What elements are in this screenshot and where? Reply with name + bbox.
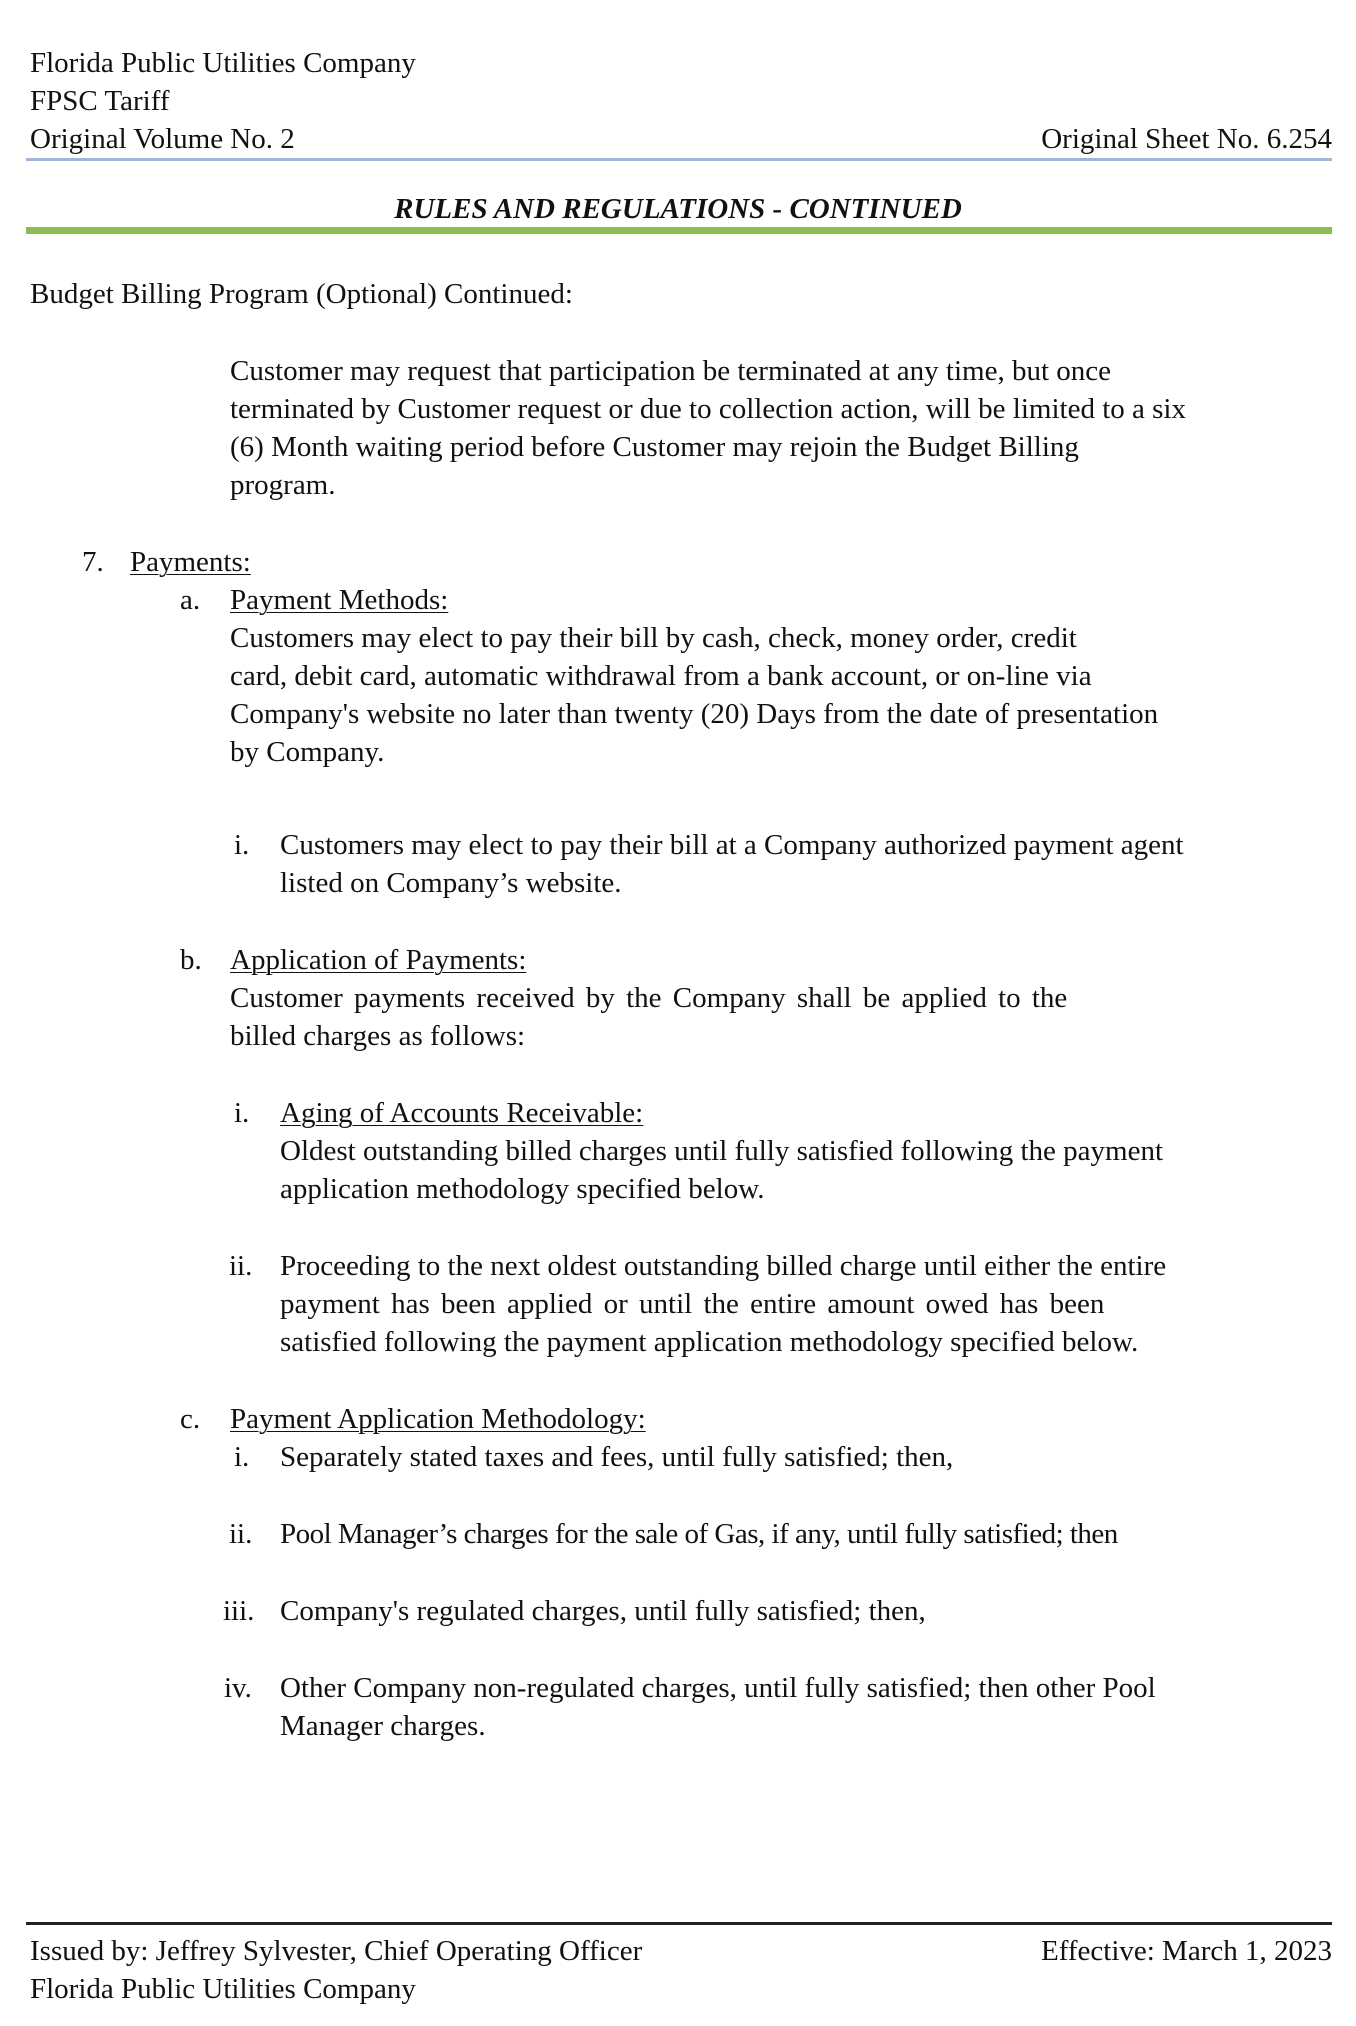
section-7-title: Payments: xyxy=(130,546,251,578)
section-7-number: 7. xyxy=(82,546,104,578)
item-c-list-marker: ii. xyxy=(229,1518,253,1550)
intro-line: program. xyxy=(230,469,336,501)
footer-company: Florida Public Utilities Company xyxy=(30,1973,416,2005)
header-company: Florida Public Utilities Company xyxy=(30,47,416,79)
item-c-list-marker: iii. xyxy=(223,1595,255,1627)
item-c-list-marker: iv. xyxy=(224,1672,252,1704)
item-a-i-line: listed on Company’s website. xyxy=(280,867,622,899)
header-volume: Original Volume No. 2 xyxy=(30,123,295,155)
item-b-i-title: Aging of Accounts Receivable: xyxy=(280,1097,644,1129)
item-b-i-line: Oldest outstanding billed charges until fully satisfied following the payment xyxy=(280,1135,1164,1167)
item-c-list-line: Separately stated taxes and fees, until fully satisfied; then, xyxy=(280,1441,954,1473)
item-a-line: by Company. xyxy=(230,736,385,768)
item-a-title: Payment Methods: xyxy=(230,584,449,616)
item-a-line: Company's website no later than twenty (20) Days from the date of presentation xyxy=(230,698,1159,730)
item-b-marker: b. xyxy=(180,944,202,976)
item-c-marker: c. xyxy=(180,1403,201,1435)
item-c-list-line: Pool Manager’s charges for the sale of Gas, if any, until fully satisfied; then xyxy=(280,1518,1118,1550)
item-a-marker: a. xyxy=(180,584,201,616)
header-sheet-number: Original Sheet No. 6.254 xyxy=(1041,123,1332,155)
footer-issued-by: Issued by: Jeffrey Sylvester, Chief Operating Officer xyxy=(30,1935,643,1967)
section-title-divider xyxy=(26,227,1332,234)
item-a-line: Customers may elect to pay their bill by cash, check, money order, credit xyxy=(230,622,1077,654)
header-tariff: FPSC Tariff xyxy=(30,85,170,117)
intro-heading: Budget Billing Program (Optional) Continued: xyxy=(30,278,573,310)
item-b-title: Application of Payments: xyxy=(230,944,527,976)
item-b-ii-marker: ii. xyxy=(229,1250,253,1282)
item-c-title: Payment Application Methodology: xyxy=(230,1403,646,1435)
item-b-line: Customer payments received by the Company shall be applied to the xyxy=(230,982,1068,1014)
item-a-i-marker: i. xyxy=(234,829,250,861)
item-b-line: billed charges as follows: xyxy=(230,1020,526,1052)
item-b-i-line: application methodology specified below. xyxy=(280,1173,765,1205)
footer-divider xyxy=(26,1922,1332,1925)
item-c-list-line: Company's regulated charges, until fully satisfied; then, xyxy=(280,1595,926,1627)
item-a-i-line: Customers may elect to pay their bill at a Company authorized payment agent xyxy=(280,829,1184,861)
item-c-list-line: Manager charges. xyxy=(280,1710,486,1742)
item-b-ii-line: payment has been applied or until the entire amount owed has been xyxy=(280,1288,1105,1320)
item-b-i-marker: i. xyxy=(234,1097,250,1129)
intro-line: terminated by Customer request or due to collection action, will be limited to a six xyxy=(230,393,1186,425)
intro-line: (6) Month waiting period before Customer may rejoin the Budget Billing xyxy=(230,431,1079,463)
intro-line: Customer may request that participation be terminated at any time, but once xyxy=(230,355,1112,387)
section-title: RULES AND REGULATIONS - CONTINUED xyxy=(394,193,962,225)
footer-effective-date: Effective: March 1, 2023 xyxy=(1041,1935,1332,1967)
item-b-ii-line: Proceeding to the next oldest outstanding billed charge until either the entire xyxy=(280,1250,1167,1282)
item-c-list-marker: i. xyxy=(234,1441,250,1473)
item-c-list-line: Other Company non-regulated charges, until fully satisfied; then other Pool xyxy=(280,1672,1156,1704)
item-a-line: card, debit card, automatic withdrawal from a bank account, or on-line via xyxy=(230,660,1092,692)
item-b-ii-line: satisfied following the payment application methodology specified below. xyxy=(280,1326,1139,1358)
header-divider xyxy=(26,158,1332,161)
